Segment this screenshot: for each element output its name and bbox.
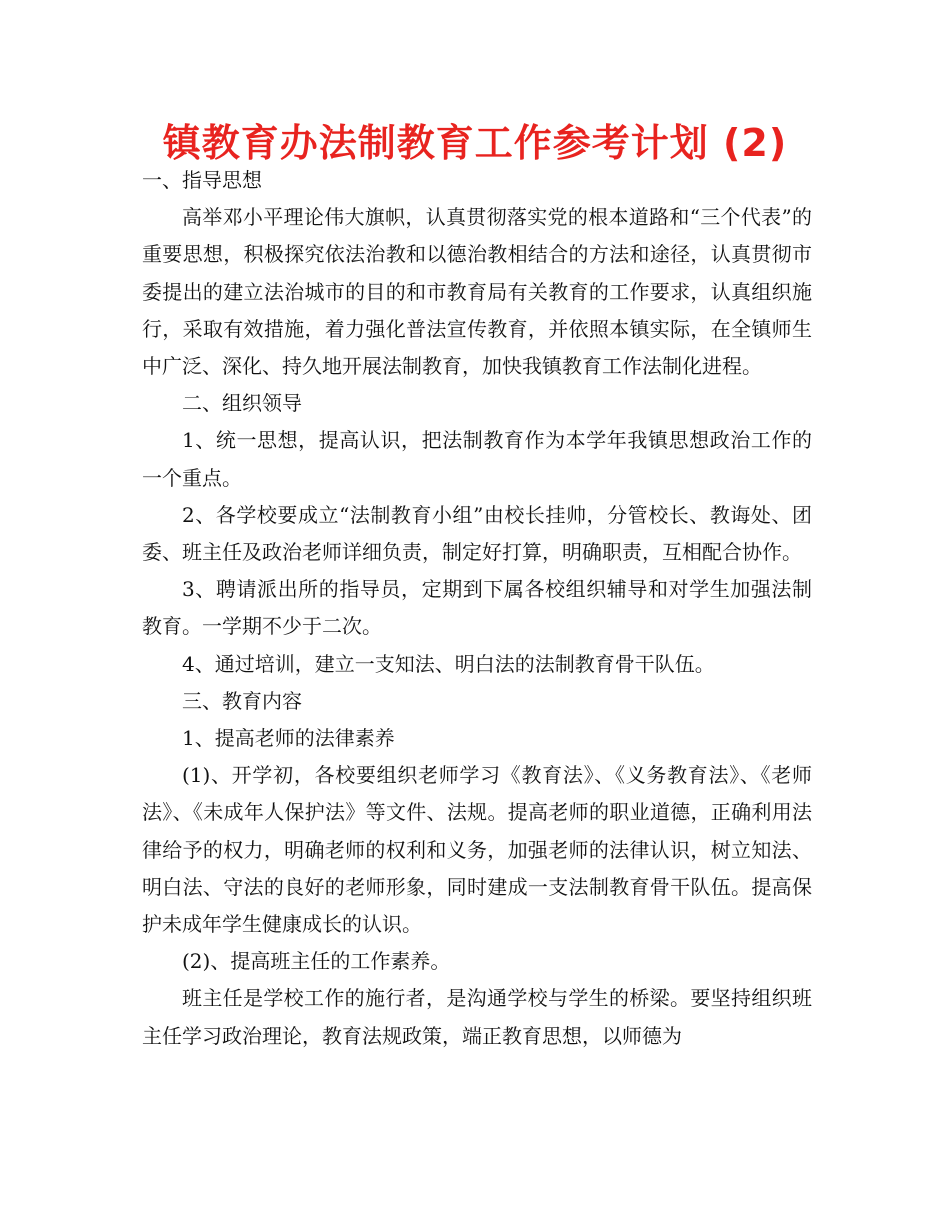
paragraph: 2、各学校要成立“法制教育小组”由校长挂帅，分管校长、教诲处、团委、班主任及政治老师详细负责，制定好打算，明确职责，互相配合协作。 <box>142 502 812 565</box>
paragraph: 一、指导思想 <box>142 168 262 192</box>
paragraph: (2)、提高班主任的工作素养。 <box>182 949 451 974</box>
paragraph: 高举邓小平理论伟大旗帜，认真贯彻落实党的根本道路和“三个代表”的重要思想，积极探究依法治教和以德治教相结合的方法和途径，认真贯彻市委提出的建立法治城市的目的和市教育局有关教育的工作要求，认真组织施行，采取有效措施，着力强化普法宣传教育，并依照本镇实际，在全镇师生中广泛、深化、持久地开展法制教育，加快我镇教育工作法制化进程。 <box>142 205 812 379</box>
paragraph: 1、统一思想，提高认识，把法制教育作为本学年我镇思想政治工作的一个重点。 <box>142 428 812 490</box>
document-body <box>142 162 812 1055</box>
paragraph: 1、提高老师的法律素养 <box>182 726 395 751</box>
paragraph: 3、聘请派出所的指导员，定期到下属各校组织辅导和对学生加强法制教育。一学期不少于二次。 <box>142 577 812 639</box>
paragraph: 4、通过培训，建立一支知法、明白法的法制教育骨干队伍。 <box>182 651 715 676</box>
paragraph: (1)、开学初，各校要组织老师学习《教育法》、《义务教育法》、《老师法》、《未成年人保护法》等文件、法规。提高老师的职业道德，正确利用法律给予的权力，明确老师的权利和义务，加强老师的法律认识，树立知法、明白法、守法的良好的老师形象，同时建成一支法制教育骨干队伍。提高保护未成年学生健康成长的认识。 <box>142 763 812 937</box>
paragraph: 二、组织领导 <box>182 391 302 416</box>
document-title: 镇教育办法制教育工作参考计划 (2) <box>162 121 788 165</box>
paragraph: 三、教育内容 <box>182 688 302 713</box>
paragraph: 班主任是学校工作的施行者，是沟通学校与学生的桥梁。要坚持组织班主任学习政治理论，教育法规政策，端正教育思想，以师德为 <box>142 986 812 1048</box>
